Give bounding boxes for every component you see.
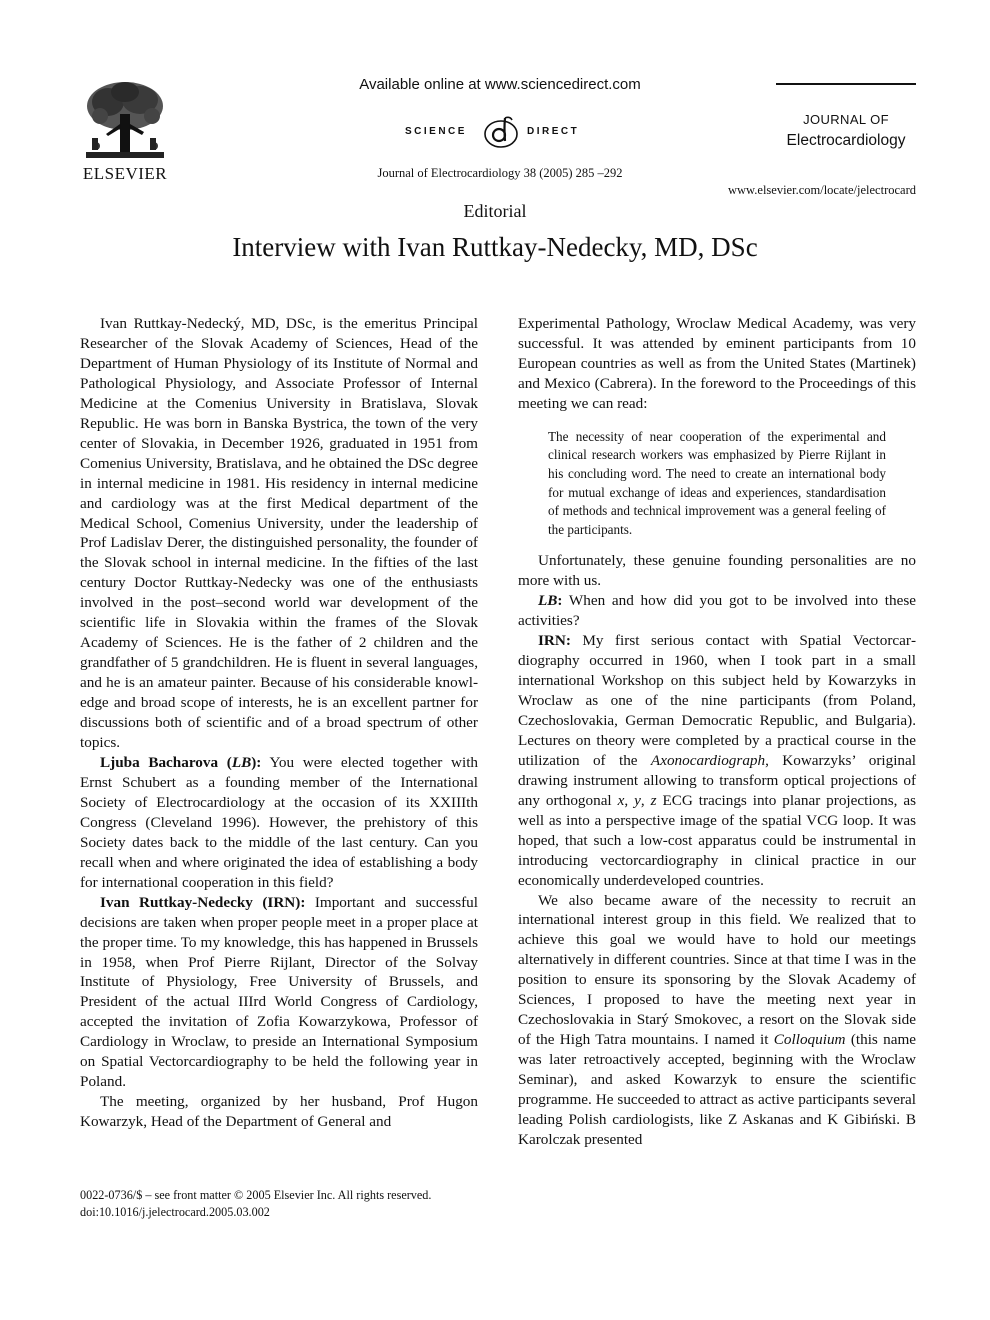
a2-text-2: , Kowarzyks’ original drawing instrument allowing to transform optical projections of any orthogonal — [518, 751, 916, 809]
sciencedirect-d-icon — [482, 114, 520, 150]
aware-text-1: We also became aware of the necessity to recruit an international interest group in this field. We realized that to achieve this goal we would have to hold our meetings alternatively in different countries. Since at that time I was in the position to ensure its sponsoring by the Slovak Academy of Sciences, I proposed to have the meeting next year in Czechoslovakia in Starý Smokovec, a resort on the Slovak side of the High Tatra mountains. I named it — [518, 891, 916, 1049]
article-title: Interview with Ivan Ruttkay-Nedecky, MD, DSc — [232, 232, 758, 262]
a1-text: Important and successful decisions are taken when proper people meet in a proper place at the proper time. To my knowledge, this has happened in Brussels in 1958, when Prof Pierre Rijlant, Director of the Solvay Institute of Physiology, Free University of Brussels, and President of the actual IIIrd World Congress of Cardiology, accepted the invitation of Zofia Kowarzykowa, Professor of Cardiology in Wroclaw, to preside an International Symposium on Spatial Vectorcardiography to be held the following year in Poland. — [80, 893, 478, 1091]
elsevier-logo — [80, 80, 170, 185]
section-label: Editorial — [463, 201, 527, 221]
journal-citation: Journal of Electrocardiology 38 (2005) 285 –292 — [377, 166, 623, 180]
meeting-paragraph: The meeting, organized by her husband, Prof Hugon Kowarzyk, Head of the Department of General and — [80, 1093, 478, 1131]
publisher-wordmark: ELSEVIER — [82, 164, 168, 183]
available-online-text[interactable]: Available online at www.sciencedirect.com — [359, 76, 641, 93]
footnote — [80, 1187, 500, 1221]
aware-italic-term: Colloquium — [773, 1031, 846, 1049]
proceedings-quote: The necessity of near cooperation of the experimental and clinical research workers was emphasized by Pierre Rijlant in his concluding word. The need to create an international body for mutual exchange of ideas and experiences, standardisation of methods and technical improvement was a general feeling of the participants. — [548, 428, 886, 537]
elsevier-tree-icon — [80, 80, 170, 164]
left-column — [80, 314, 478, 1132]
journal-header-rule — [776, 83, 916, 85]
right-column — [518, 314, 916, 1150]
q2-abbr: LB — [538, 592, 558, 610]
journal-url[interactable]: www.elsevier.com/locate/jelectrocard — [728, 183, 916, 197]
a2-y: y — [634, 791, 641, 809]
journal-name: Electrocardiology — [786, 132, 906, 149]
aware-paragraph — [518, 891, 916, 1150]
q1-text: You were elected together with Ernst Schubert as a founding member of the International Society of Electrocardiology at the occasion of its XXIIIth Congress (Cleveland 1996). However, the prehistory of this Society dates back to the middle of the last century. Can you recall when and where originated the idea of establishing a body for international cooperation in this field? — [80, 753, 479, 891]
intro-paragraph: Ivan Ruttkay-Nedecký, MD, DSc, is the emeritus Principal Researcher of the Slovak Academy of Sciences, Head of the Department of Human Physiology of its Institute of Normal and Pathological Physiology, and Associate Professor of Internal Medicine at the Comenius University in Bratislava, Slovak Republic. He was born in Banska Bystrica, the town of the very center of Slovakia, in December 1926, graduated in 1951 from Comenius University, Bratislava, and he obtained the DSc degree in internal medicine in 1981. His residency in internal medicine and cardiology was at the first Medical department of the Medical School, Comenius University, under the leadership of Prof Ladislav Derer, the distinguished personality, the founder of the Slovak school in internal medicine. In the fifties of the last century Doctor Ruttkay-Nedecky was one of the enthusiasts involved in the post–second world war development of the scientific life in Slovakia within the frames of the Slovak Academy of Sciences. He is the father of 2 children and the grandfather of 5 grandchildren. He is fluent in several languages, and he is an amateur painter. Because of his considerable knowledge and broad scope of interests, he is an excellent partner for discussions both of scientific and of a broad spectrum of other topics. — [80, 315, 479, 752]
a1-speaker: Ivan Ruttkay-Nedecky (IRN): — [100, 893, 306, 911]
continued-paragraph: Experimental Pathology, Wroclaw Medical Academy, was very successful. It was attended by eminent participants from 10 European countries as well as from the United States (Martinek) and Mexico (Cabrera). In the foreword to the Proceedings of this meeting we can read: — [518, 315, 916, 412]
copyright-line: 0022-0736/$ – see front matter © 2005 Elsevier Inc. All rights reserved. — [80, 1188, 432, 1202]
sciencedirect-logo — [400, 112, 600, 152]
a2-speaker: IRN: — [538, 632, 571, 650]
journal-of-label: JOURNAL OF — [803, 112, 889, 127]
a2-italic-term: Axonocardiograph — [650, 751, 766, 769]
sciencedirect-left-text: SCIENCE — [405, 126, 467, 137]
a2-x: x — [617, 791, 625, 809]
question-2: LB: When and how did you got to be involved into these activities? — [518, 592, 916, 630]
unfortunately-paragraph: Unfortunately, these genuine founding personalities are no more with us. — [518, 552, 916, 590]
a2-text-1: My first serious contact with Spatial Vectorcardiography occurred in 1960, when I took part in a small international Workshop on this subject held by Kowarzyks in Wroclaw as one of the nine participants (from Poland, Czechoslovakia, German Democratic Republic, and Bulgaria). Lectures on theory were completed by a practical course in the utilization of the — [518, 632, 916, 769]
q1-speaker: Ljuba Bacharova — [100, 753, 219, 771]
aware-text-2: (this name was later retroactively accepted, beginning with the Wroclaw Seminar), and asked Kowarzyk to ensure the scientific programme. He succeeded to attract as active participants several leading Polish cardiologists, like Z Askanas and K Gibiński. B Karolczak presented — [518, 1031, 917, 1148]
question-1: Ljuba Bacharova (LB): You were elected together with Ernst Schubert as a founding member of the International Society of Electrocardiology at the occasion of its XXIIIth Congress (Cleveland 1996). However, the prehistory of this Society dates back to the middle of the last century. Can you recall when and where originated the idea of establishing a body for international cooperation in this field? — [80, 753, 479, 891]
doi-line[interactable]: doi:10.1016/j.jelectrocard.2005.03.002 — [80, 1205, 270, 1219]
a2-text-3: ECG tracings into planar projections, as well as into a perspective image of the spatial VCG loop. It was hoped, that such a low-cost apparatus could be instrumental in introducing vectorcardiography in clinical practice in our economically underdeveloped countries. — [518, 791, 917, 889]
q2-text: When and how did you got to be involved into these activities? — [518, 592, 916, 630]
a2-z: z — [650, 791, 657, 809]
answer-1 — [80, 893, 478, 1093]
answer-2: IRN: My first serious contact with Spatial Vectorcardiography occurred in 1960, when I took part in a small international Workshop on this subject held by Kowarzyks in Wroclaw as one of the nine participants (from Poland, Czechoslovakia, German Democratic Republic, and Bulgaria). Lectures on theory were completed by a practical course in the utilization of the Axonocardiograph, Kowarzyks’ original drawing instrument allowing to transform optical projections of any orthogonal x, y, z ECG tracings into planar projections, as well as into a perspective image of the spatial VCG loop. It was hoped, that such a low-cost apparatus could be instrumental in introducing vectorcardiography in clinical practice in our economically underdeveloped countries. — [518, 632, 917, 889]
q1-abbr: LB — [231, 753, 252, 771]
sciencedirect-right-text: DIRECT — [527, 126, 580, 137]
